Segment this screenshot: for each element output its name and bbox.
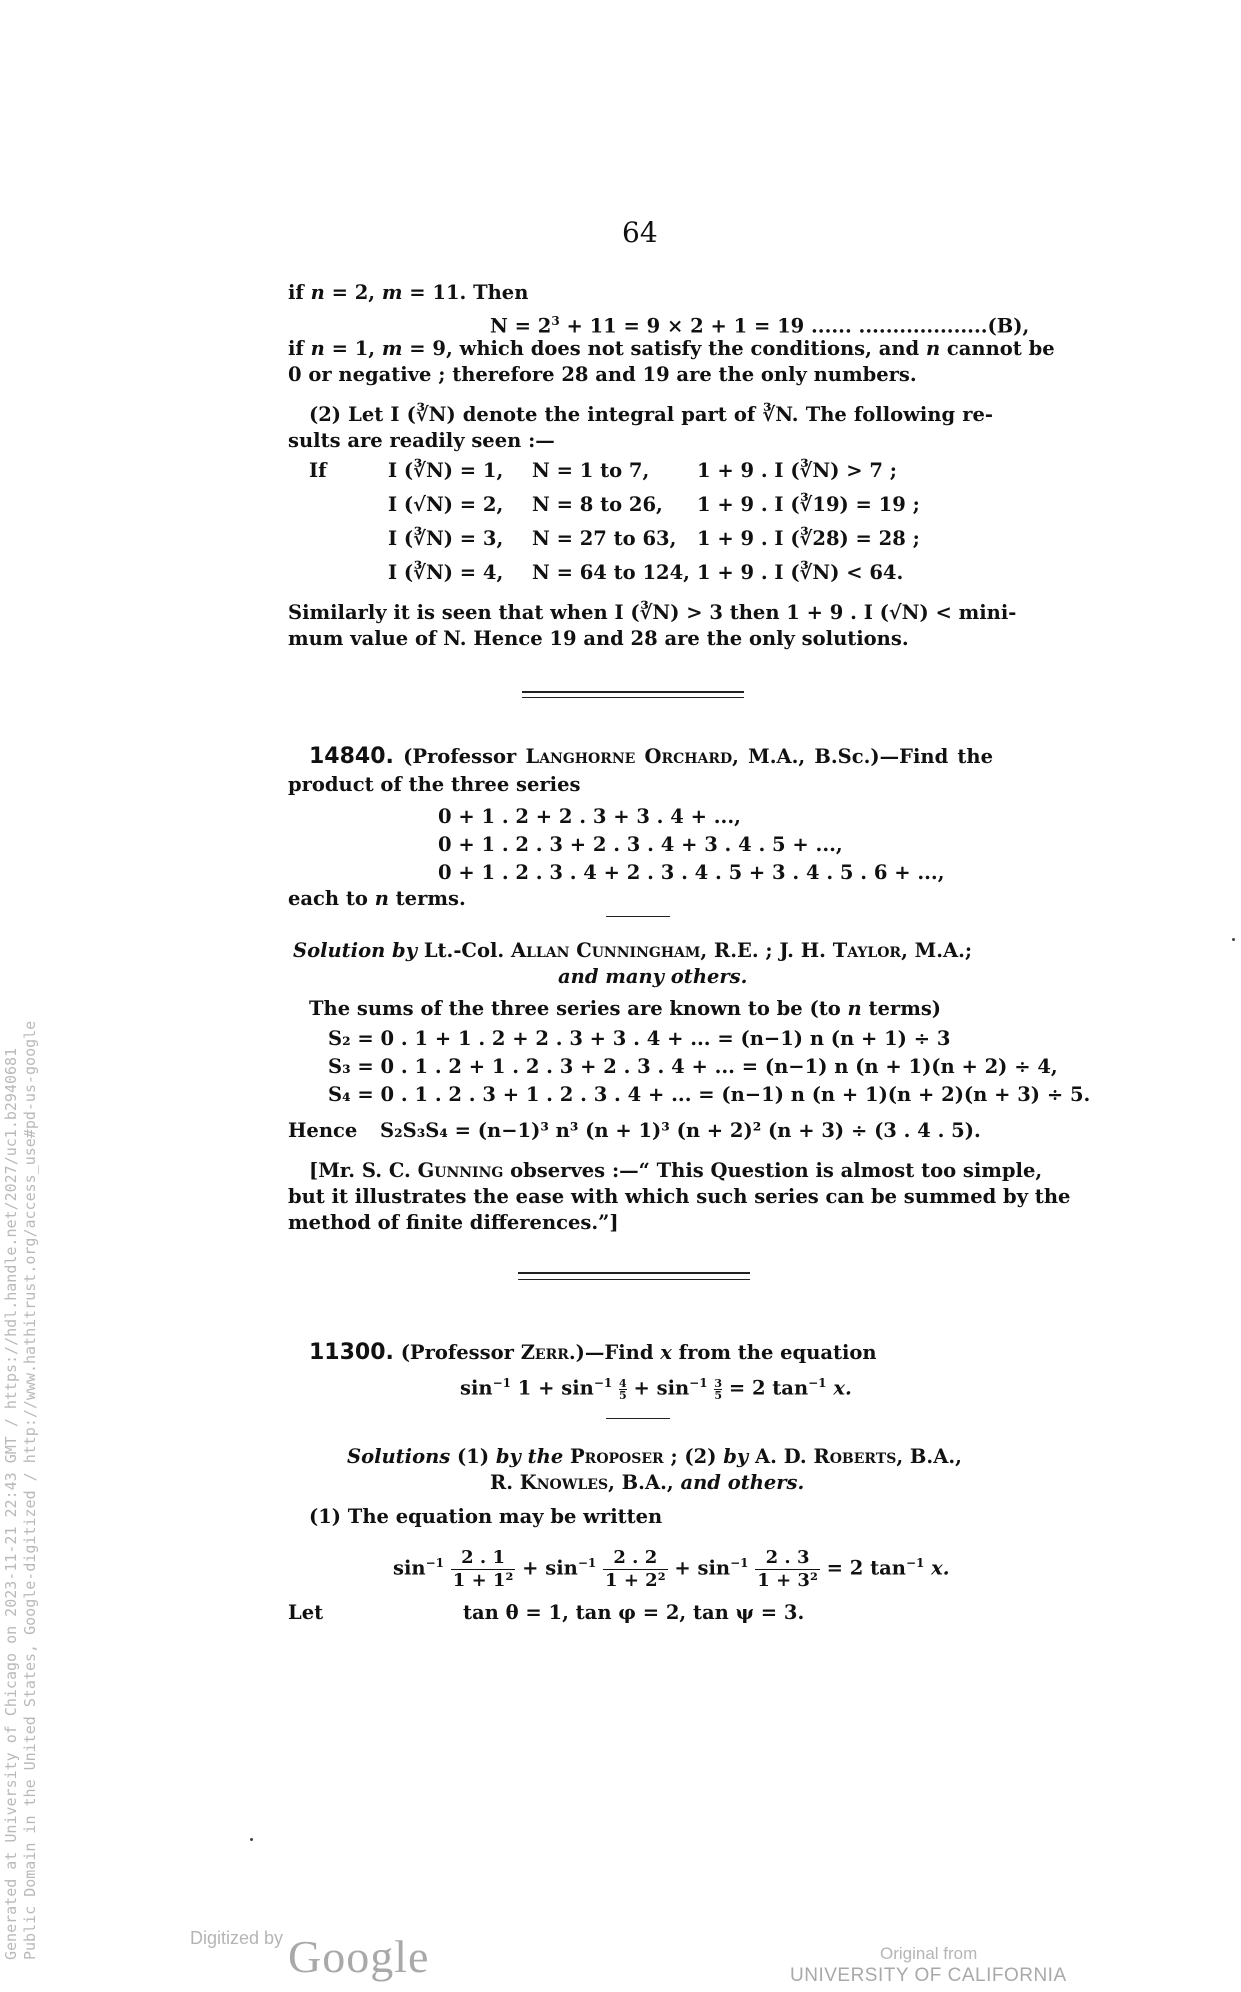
table-r3-b: N = 27 to 63, (532, 527, 677, 550)
prev-line-1: if n = 2, m = 11. Then (288, 281, 529, 304)
q11300-short-rule (606, 1418, 670, 1419)
q14840-note-1: [Mr. S. C. Gunning observes :—“ This Question is almost too simple, (309, 1159, 1043, 1182)
q14840-note-2: but it illustrates the ease with which such series can be summed by the (288, 1185, 1071, 1208)
similarly-line-2: mum value of N. Hence 19 and 28 are the only solutions. (288, 627, 909, 650)
university-label: UNIVERSITY OF CALIFORNIA (790, 1965, 1067, 1986)
q14840-s2: S₂ = 0 . 1 + 1 . 2 + 2 . 3 + 3 . 4 + ... = (n−1) n (n + 1) ÷ 3 (328, 1027, 951, 1050)
table-r1-b: N = 1 to 7, (532, 459, 650, 482)
q14840-sums-intro: The sums of the three series are known to be (to n terms) (309, 997, 942, 1020)
q14840-solution-by: Solution by Lt.-Col. Allan Cunningham, R.E. ; J. H. Taylor, M.A.; (293, 939, 973, 962)
q11300-number: 11300. (309, 1340, 394, 1365)
section-divider-2b (518, 1279, 750, 1280)
q14840-series-2: 0 + 1 . 2 . 3 + 2 . 3 . 4 + 3 . 4 . 5 + ..., (438, 833, 843, 856)
original-from-label: Original from (880, 1944, 978, 1963)
q14840-short-rule (606, 916, 670, 917)
table-r1-a: I (∛N) = 1, (388, 459, 504, 482)
stamp-line-1: Generated at University of Chicago on 2023-11-21 22:43 GMT / https://hdl.handle.net/2027/uc1.b2940681 (2, 1047, 20, 1960)
q14840-hence: Hence (288, 1119, 358, 1142)
q11300-header: 11300. (Professor Zerr.)—Find x from the equation (309, 1340, 877, 1365)
q14840-each: each to n terms. (288, 887, 466, 910)
hathitrust-stamp (2, 1021, 40, 1960)
section-divider-1a (522, 691, 744, 693)
table-r4-a: I (∛N) = 4, (388, 561, 504, 584)
q14840-line-2: product of the three series (288, 773, 581, 796)
prev-line-3: if n = 1, m = 9, which does not satisfy the conditions, and n cannot be (288, 337, 1055, 360)
table-r2-a: I (√N) = 2, (388, 493, 504, 516)
table-r2-b: N = 8 to 26, (532, 493, 663, 516)
q14840-series-3: 0 + 1 . 2 . 3 . 4 + 2 . 3 . 4 . 5 + 3 . 4 . 5 . 6 + ..., (438, 861, 945, 884)
q14840-others: and many others. (558, 965, 748, 988)
q11300-equation-2: $\sin^{-1}$ $\frac{2 . 1}{\text{1 + 1²}}$ + $\sin^{-1}$ $\frac{2 . 2}{\text{1 + 2²}}$ + $\sin^{-1}$ $\frac{2 . 3}{\text{1 + 3²}}$ = 2 $\tan^{-1} x$. (393, 1546, 950, 1591)
google-logo: Google (288, 1931, 430, 1982)
q11300-let: Let (288, 1601, 324, 1624)
q11300-solutions-2: R. Knowles, B.A., and others. (490, 1471, 805, 1494)
table-r4-c: 1 + 9 . I (∛N) < 64. (697, 561, 904, 584)
q11300-solutions-1: Solutions (1) by the Proposer ; (2) by A. D. Roberts, B.A., (347, 1445, 962, 1468)
table-r4-b: N = 64 to 124, (532, 561, 690, 584)
q11300-let-equation: tan θ = 1, tan φ = 2, tan ψ = 3. (463, 1601, 805, 1624)
prev-line-2: $N = 2^3 + 11 = 9 \times 2 + 1 = 19$ ...... ...................(B), (490, 314, 1030, 338)
q14840-s4: S₄ = 0 . 1 . 2 . 3 + 1 . 2 . 3 . 4 + ... = (n−1) n (n + 1)(n + 2)(n + 3) ÷ 5. (328, 1083, 1091, 1106)
table-r3-a: I (∛N) = 3, (388, 527, 504, 550)
section-divider-2a (518, 1272, 750, 1274)
prev-line-4: 0 or negative ; therefore 28 and 19 are the only numbers. (288, 363, 917, 386)
part2-line-2: sults are readily seen :— (288, 429, 555, 452)
q14840-header: 14840. (Professor Langhorne Orchard, M.A., B.Sc.)—Find the (309, 744, 993, 769)
table-r2-c: 1 + 9 . I (∛19) = 19 ; (697, 493, 920, 516)
table-if: If (309, 459, 327, 482)
q11300-equation: $\sin^{-1} 1 + \sin^{-1}$ $\frac{4}{5}$ + $\sin^{-1}$ $\frac{3}{5}$ = 2 $\tan^{-1} x$. (460, 1376, 852, 1402)
q14840-series-1: 0 + 1 . 2 + 2 . 3 + 3 . 4 + ..., (438, 805, 741, 828)
table-r1-c: 1 + 9 . I (∛N) > 7 ; (697, 459, 897, 482)
q14840-number: 14840. (309, 744, 394, 769)
scan-speck (250, 1838, 253, 1841)
section-divider-1b (522, 697, 744, 698)
stamp-line-2: Public Domain in the United States, Google-digitized / http://www.hathitrust.org/access_use#pd-us-google (21, 1020, 39, 1960)
similarly-line-1: Similarly it is seen that when I (∛N) > 3 then 1 + 9 . I (√N) < mini- (288, 601, 1017, 624)
scan-speck-2 (1232, 938, 1235, 941)
q11300-written: (1) The equation may be written (309, 1505, 663, 1528)
table-r3-c: 1 + 9 . I (∛28) = 28 ; (697, 527, 920, 550)
page-number: 64 (622, 216, 658, 249)
q14840-s3: S₃ = 0 . 1 . 2 + 1 . 2 . 3 + 2 . 3 . 4 + ... = (n−1) n (n + 1)(n + 2) ÷ 4, (328, 1055, 1058, 1078)
q14840-product: S₂S₃S₄ = (n−1)³ n³ (n + 1)³ (n + 2)² (n + 3) ÷ (3 . 4 . 5). (380, 1119, 981, 1142)
digitized-by-label: Digitized by (190, 1928, 284, 1948)
part2-line-1: (2) Let I (∛N) denote the integral part of ∛N. The following re- (309, 403, 993, 426)
q14840-note-3: method of finite differences.”] (288, 1211, 619, 1234)
